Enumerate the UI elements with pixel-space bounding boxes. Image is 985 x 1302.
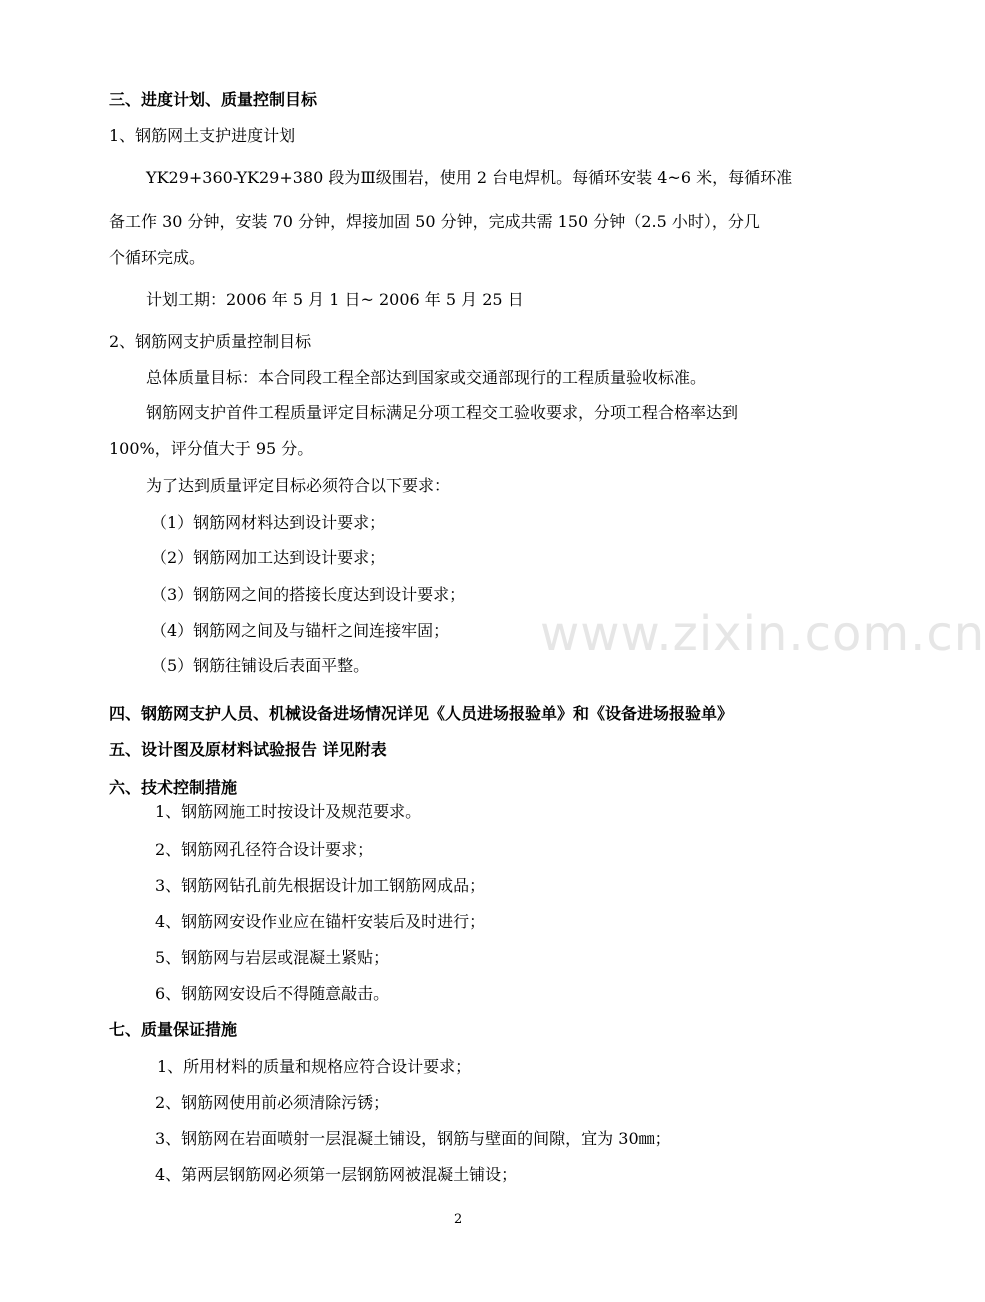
- requirement-item: （2）钢筋网加工达到设计要求；: [151, 548, 386, 567]
- requirement-item: （4）钢筋网之间及与锚杆之间连接牢固；: [151, 621, 450, 640]
- requirements-intro: 为了达到质量评定目标必须符合以下要求：: [146, 476, 451, 495]
- technical-measure-item: 6、钢筋网安设后不得随意敲击。: [155, 984, 390, 1003]
- paragraph-line: 钢筋网支护首件工程质量评定目标满足分项工程交工验收要求，分项工程合格率达到: [146, 403, 739, 422]
- technical-measure-item: 2、钢筋网孔径符合设计要求；: [155, 840, 374, 859]
- paragraph-line: 个循环完成。: [109, 248, 206, 267]
- requirement-item: （3）钢筋网之间的搭接长度达到设计要求；: [151, 585, 466, 604]
- technical-measure-item: 5、钢筋网与岩层或混凝土紧贴；: [155, 948, 390, 967]
- technical-measure-item: 1、钢筋网施工时按设计及规范要求。: [155, 802, 422, 821]
- section-3-heading: 三、进度计划、质量控制目标: [109, 90, 318, 109]
- technical-measure-item: 3、钢筋网钻孔前先根据设计加工钢筋网成品；: [155, 876, 486, 895]
- section-5-heading: 五、设计图及原材料试验报告 详见附表: [109, 740, 387, 759]
- technical-measure-item: 4、钢筋网安设作业应在锚杆安装后及时进行；: [155, 912, 486, 931]
- quality-measure-item: 4、第两层钢筋网必须第一层钢筋网被混凝土铺设；: [155, 1165, 518, 1184]
- quality-measure-item: 2、钢筋网使用前必须清除污锈；: [155, 1093, 390, 1112]
- paragraph-line: 100%，评分值大于 95 分。: [109, 439, 314, 458]
- overall-goal: 总体质量目标：本合同段工程全部达到国家或交通部现行的工程质量验收标准。: [146, 368, 707, 387]
- paragraph-line: YK29+360-YK29+380 段为Ⅲ级围岩，使用 2 台电焊机。每循环安装 4~6 米，每循环准: [146, 168, 793, 187]
- subsection-2-title: 2、钢筋网支护质量控制目标: [109, 332, 312, 351]
- section-4-heading: 四、钢筋网支护人员、机械设备进场情况详见《人员进场报验单》和《设备进场报验单》: [109, 704, 734, 723]
- quality-measure-item: 1、所用材料的质量和规格应符合设计要求；: [157, 1057, 472, 1076]
- subsection-1-title: 1、钢筋网土支护进度计划: [109, 126, 296, 145]
- schedule-line: 计划工期：2006 年 5 月 1 日~ 2006 年 5 月 25 日: [146, 290, 524, 309]
- requirement-item: （1）钢筋网材料达到设计要求；: [151, 513, 386, 532]
- section-6-heading: 六、技术控制措施: [109, 778, 238, 797]
- page-number: 2: [454, 1212, 463, 1227]
- section-7-heading: 七、质量保证措施: [109, 1020, 238, 1039]
- paragraph-line: 备工作 30 分钟，安装 70 分钟，焊接加固 50 分钟，完成共需 150 分钟（2.5 小时），分几: [109, 212, 760, 231]
- watermark: www.zixin.com.cn: [540, 606, 985, 662]
- requirement-item: （5）钢筋往铺设后表面平整。: [151, 656, 370, 675]
- quality-measure-item: 3、钢筋网在岩面喷射一层混凝土铺设，钢筋与壁面的间隙，宜为 30㎜；: [155, 1129, 671, 1148]
